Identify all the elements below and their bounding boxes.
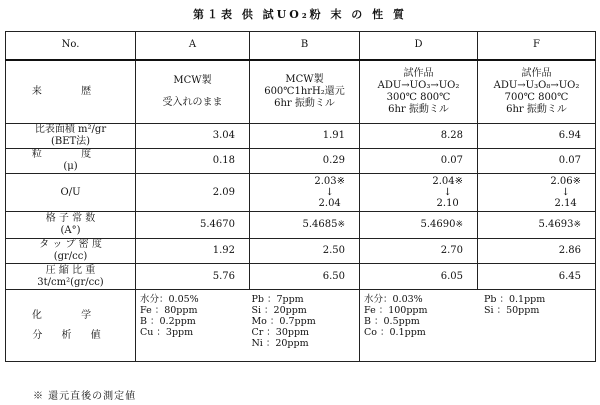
row-chemical: [6, 290, 596, 362]
particle-a: 0.18: [136, 149, 250, 174]
ou-a: 2.09: [136, 174, 250, 212]
header-a: A: [136, 32, 250, 60]
label-lattice: 格 子 常 数 (A°): [6, 212, 136, 239]
header-no: No.: [6, 32, 136, 60]
lattice-f: 5.4693※: [478, 212, 596, 239]
label-tap: タ ッ プ 密 度 (gr/cc): [6, 239, 136, 264]
header-row: [6, 32, 596, 60]
tap-d: 2.70: [360, 239, 478, 264]
surface-a: 3.04: [136, 124, 250, 149]
ou-d: 2.04※ ↓ 2.10: [360, 174, 478, 212]
source-b: MCW製 600℃1hrH₂還元 6hr 振動ミル: [250, 60, 360, 124]
header-d: D: [360, 32, 478, 60]
compression-d: 6.05: [360, 264, 478, 290]
tap-f: 2.86: [478, 239, 596, 264]
lattice-a: 5.4670: [136, 212, 250, 239]
header-b: B: [250, 32, 360, 60]
source-a: MCW製 受入れのまま: [136, 60, 250, 124]
compression-b: 6.50: [250, 264, 360, 290]
label-chemical: 化 学 分 析 値: [6, 290, 136, 362]
label-source: 来 歴: [6, 60, 136, 124]
row-particle: [6, 149, 596, 174]
properties-table: [5, 31, 596, 362]
lattice-d: 5.4690※: [360, 212, 478, 239]
row-tap: [6, 239, 596, 264]
row-lattice: [6, 212, 596, 239]
row-source: [6, 60, 596, 124]
header-f: F: [478, 32, 596, 60]
source-d: 試作品 ADU→UO₃→UO₂ 300℃ 800℃ 6hr 振動ミル: [360, 60, 478, 124]
table-title: 第１表 供 試UO₂粉 末 の 性 質: [193, 8, 407, 21]
ou-b: 2.03※ ↓ 2.04: [250, 174, 360, 212]
lattice-b: 5.4685※: [250, 212, 360, 239]
compression-f: 6.45: [478, 264, 596, 290]
tap-a: 1.92: [136, 239, 250, 264]
footnote: ※ 還元直後の測定値: [33, 391, 137, 402]
label-ou: O/U: [6, 174, 136, 212]
source-f: 試作品 ADU→U₃O₈→UO₂ 700℃ 800℃ 6hr 振動ミル: [478, 60, 596, 124]
label-particle: 粒 度 (μ): [6, 149, 136, 174]
chemical-ab: 水分：0.05% Fe ：80ppm B ：0.2ppm Cu ：3ppm Pb ：7ppm Si ：20ppm Mo ：0.7ppm Cr ：30ppm Ni ：20ppm: [136, 290, 360, 362]
surface-b: 1.91: [250, 124, 360, 149]
surface-d: 8.28: [360, 124, 478, 149]
row-surface: [6, 124, 596, 149]
particle-b: 0.29: [250, 149, 360, 174]
surface-f: 6.94: [478, 124, 596, 149]
label-compression: 圧 縮 比 重 3t/cm²(gr/cc): [6, 264, 136, 290]
row-compression: [6, 264, 596, 290]
particle-d: 0.07: [360, 149, 478, 174]
compression-a: 5.76: [136, 264, 250, 290]
chemical-df: 水分：0.03% Fe ：100ppm B ：0.5ppm Co ：0.1ppm Pb ：0.1ppm Si ：50ppm: [360, 290, 596, 362]
row-ou: [6, 174, 596, 212]
ou-f: 2.06※ ↓ 2.14: [478, 174, 596, 212]
tap-b: 2.50: [250, 239, 360, 264]
label-surface: 比表面積 m²/gr (BET法): [6, 124, 136, 149]
particle-f: 0.07: [478, 149, 596, 174]
